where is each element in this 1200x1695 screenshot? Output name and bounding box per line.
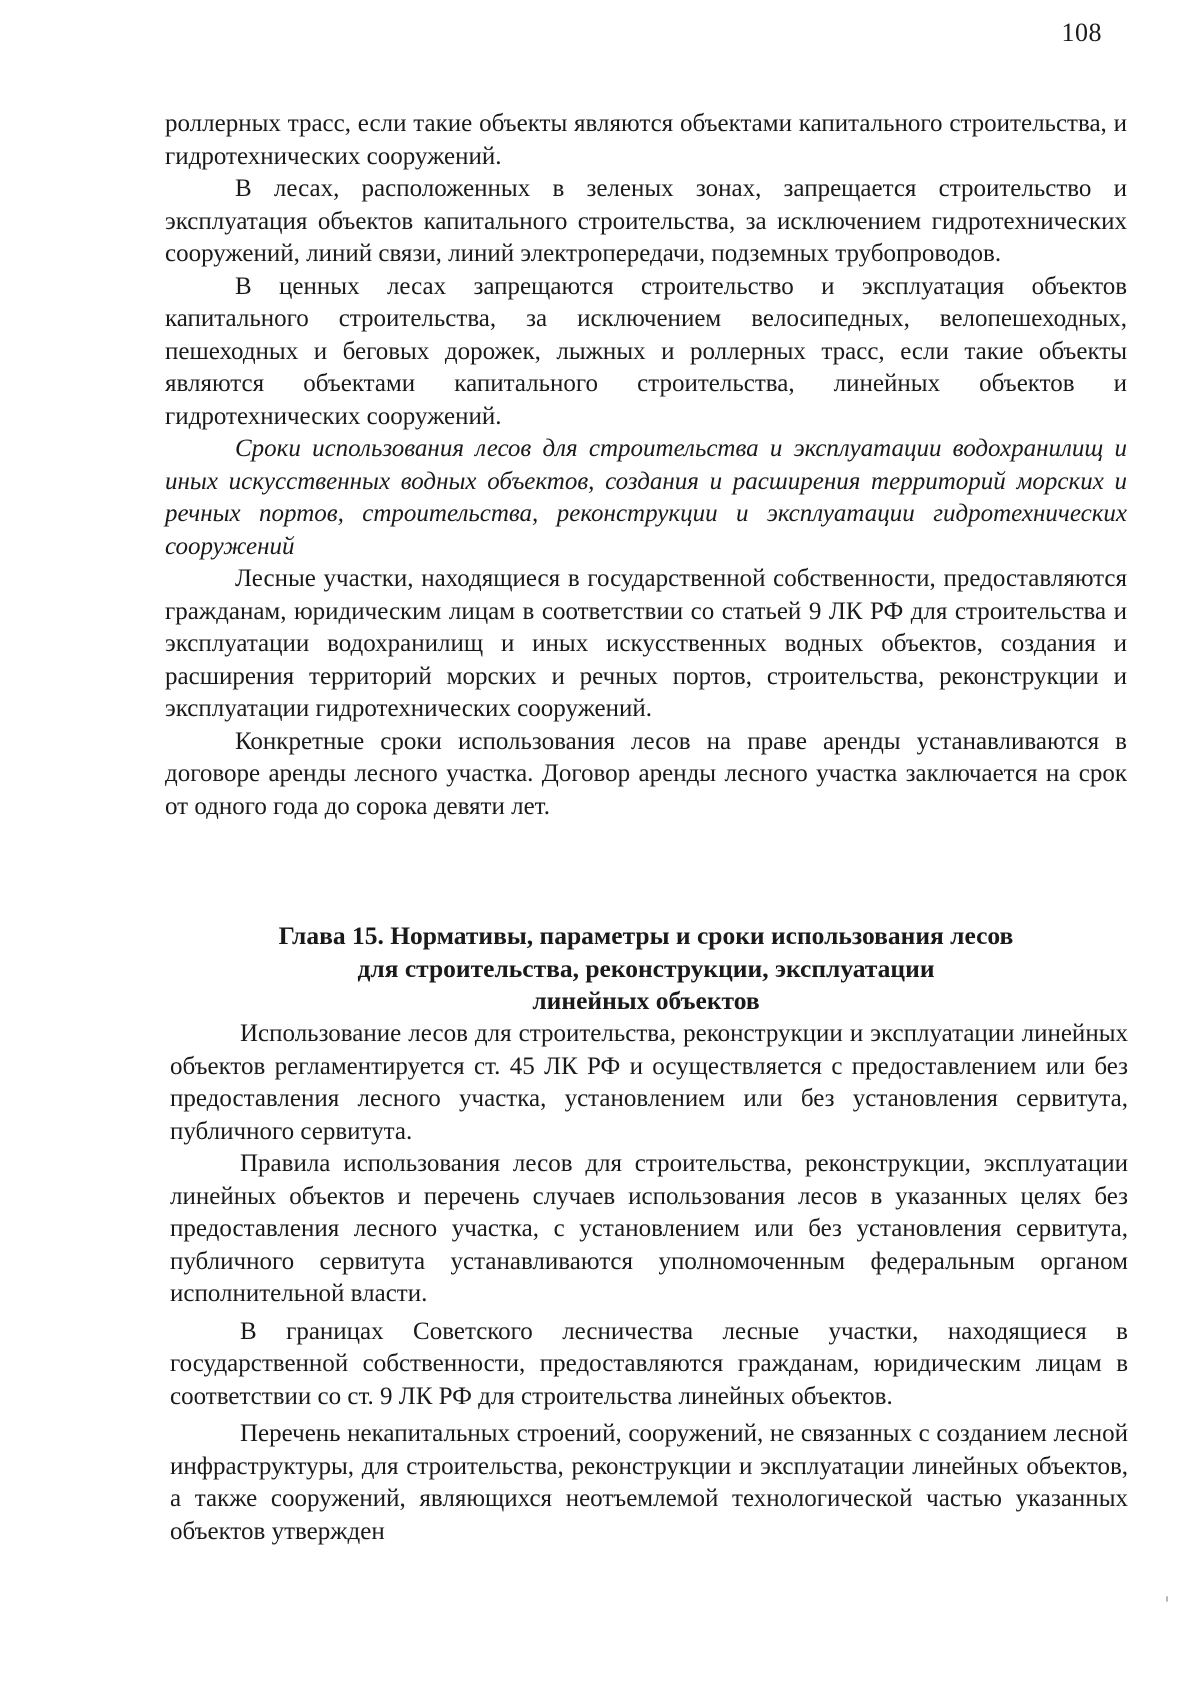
- scan-artifact-mark: [1166, 1596, 1168, 1602]
- chapter-heading-line-3: линейных объектов: [532, 986, 760, 1015]
- chapter-15-heading: [165, 920, 1127, 1018]
- paragraph-usage-rules: Правила использования лесов для строительства, реконструкции, эксплуатации линейных объектов и перечень случаев использования лесов в указанных целях без предоставления лесного участка, с установлением или без установления сервитута, публичного сервитута устанавливаются уполномоченным федеральным органом исполнительной власти.: [170, 1150, 1128, 1307]
- paragraph-noncapital-structures: Перечень некапитальных строений, сооружений, не связанных с созданием лесной инфраструктуры, для строительства, реконструкции и эксплуатации линейных объектов, а также сооружений, являющихся неотъемлемой технологической частью указанных объектов утвержден: [170, 1420, 1128, 1545]
- section-heading-terms: Сроки использования лесов для строительства и эксплуатации водохранилищ и иных искусственных водных объектов, создания и расширения территорий морских и речных портов, строительства, реконструкции и эксплуатации гидротехнических сооружений: [165, 435, 1127, 560]
- chapter-heading-line-1: Глава 15. Нормативы, параметры и сроки использования лесов: [278, 921, 1014, 950]
- body-text-top: [165, 108, 1127, 823]
- paragraph-continuation: роллерных трасс, если такие объекты являются объектами капитального строительства, и гидротехнических сооружений.: [165, 110, 1127, 170]
- chapter-heading-line-2: для строительства, реконструкции, эксплуатации: [357, 953, 935, 983]
- paragraph-state-land-plots: Лесные участки, находящиеся в государственной собственности, предоставляются гражданам, юридическим лицам в соответствии со статьей 9 ЛК РФ для строительства и эксплуатации водохранилищ и иных искусственных водных объектов, создания и расширения территорий морских и речных портов, строительства, реконструкции и эксплуатации гидротехнических сооружений.: [165, 565, 1127, 722]
- paragraph-green-zones: В лесах, расположенных в зеленых зонах, запрещается строительство и эксплуатация объектов капитального строительства, за исключением гидротехнических сооружений, линий связи, линий электропередачи, подземных трубопроводов.: [165, 175, 1127, 267]
- paragraph-linear-objects-regulation: Использование лесов для строительства, реконструкции и эксплуатации линейных объектов регламентируется ст. 45 ЛК РФ и осуществляется с предоставлением или без предоставления лесного участка, установлением или без установления сервитута, публичного сервитута.: [170, 1020, 1128, 1145]
- paragraph-lease-terms: Конкретные сроки использования лесов на праве аренды устанавливаются в договоре аренды лесного участка. Договор аренды лесного участка заключается на срок от одного года до сорока девяти лет.: [165, 727, 1127, 820]
- paragraph-sovetskoe-forestry: В границах Советского лесничества лесные участки, находящиеся в государственной собственности, предоставляются гражданам, юридическим лицам в соответствии со ст. 9 ЛК РФ для строительства линейных объектов.: [170, 1317, 1128, 1410]
- body-text-chapter-15: [170, 1018, 1128, 1548]
- paragraph-valuable-forests: В ценных лесах запрещаются строительство и эксплуатация объектов капитального строительства, за исключением велосипедных, велопешеходных, пешеходных и беговых дорожек, лыжных и роллерных трасс, если такие объекты являются объектами капитального строительства, линейных объектов и гидротехнических сооружений.: [165, 272, 1127, 430]
- page-number: 108: [1061, 18, 1102, 47]
